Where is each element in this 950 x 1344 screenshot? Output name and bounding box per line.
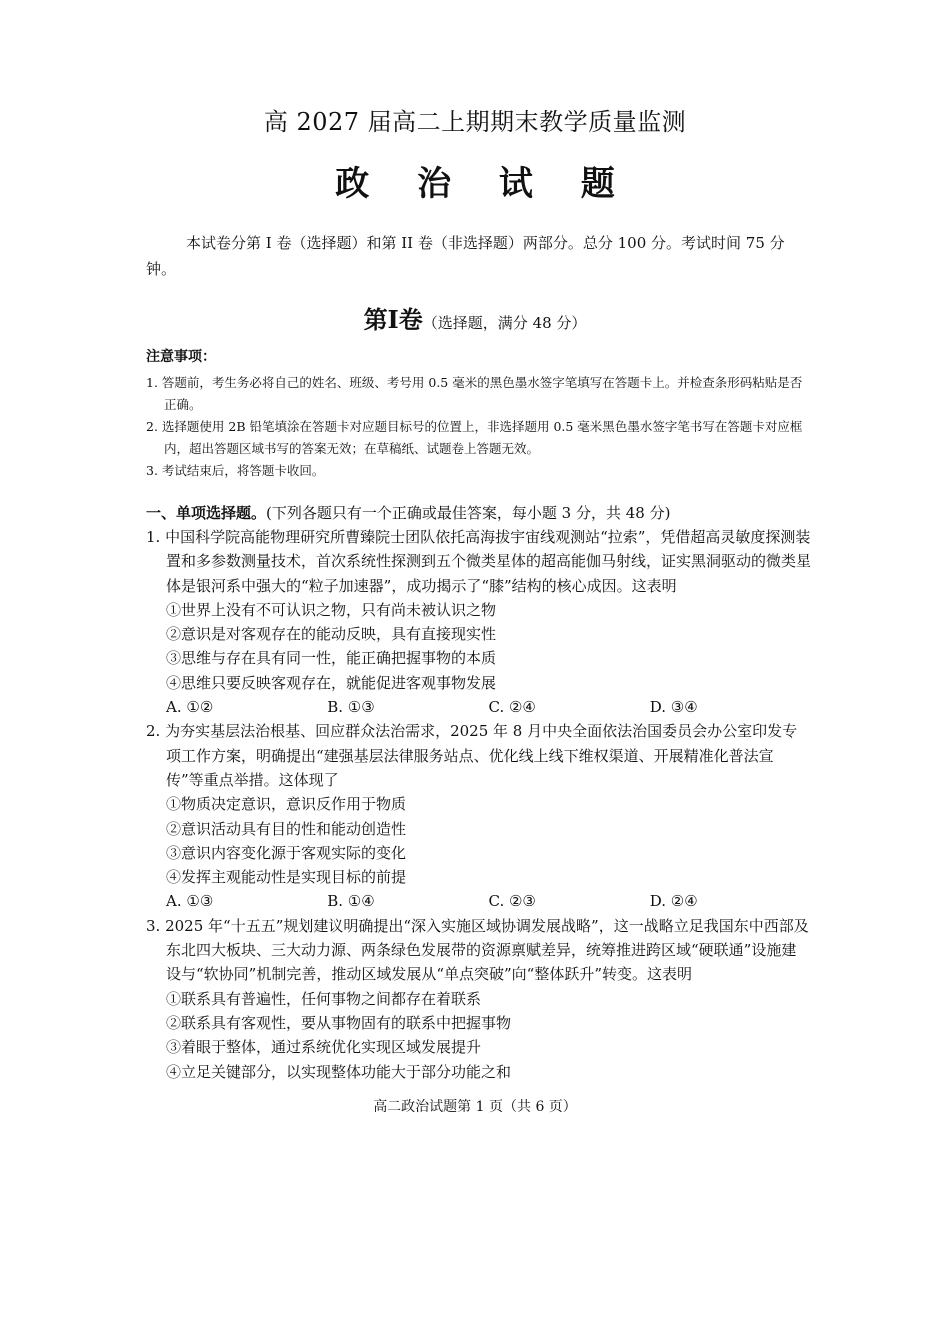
question-option: ①物质决定意识，意识反作用于物质: [166, 795, 407, 814]
question-option: ②意识是对客观存在的能动反映，具有直接现实性: [166, 625, 497, 644]
answer-choices: [146, 695, 811, 719]
section-title: 第Ⅰ卷: [363, 305, 423, 334]
choice-b: B. ①④: [327, 892, 375, 911]
part-heading-title: 一、单项选择题。: [146, 504, 267, 522]
question-3: [146, 914, 811, 1084]
question-option: ③意识内容变化源于客观实际的变化: [166, 843, 407, 862]
subject-title: 政 治 试 题: [335, 164, 633, 204]
question-stem: 2. 为夯实基层法治根基、回应群众法治需求，2025 年 8 月中央全面依法治国委员会办公室印发专项工作方案，明确提出“建强基层法律服务站点、优化线上线下维权渠道、开展精准化普法宣传”等重点举措。这体现了: [146, 722, 798, 789]
notice-heading: 注意事项：: [146, 349, 216, 365]
choice-b: B. ①③: [327, 698, 375, 717]
question-option: ①联系具有普遍性，任何事物之间都存在着联系: [166, 989, 482, 1008]
notice-item: 1. 答题前，考生务必将自己的姓名、班级、考号用 0.5 毫米的黑色墨水签字笔填写在答题卡上。并检查条形码粘贴是否正确。: [146, 375, 803, 412]
choice-d: D. ③④: [649, 698, 698, 717]
question-option: ③着眼于整体，通过系统优化实现区域发展提升: [166, 1038, 482, 1057]
exam-title: 高 2027 届高二上期期末教学质量监测: [263, 108, 687, 136]
notice-list: [146, 372, 806, 482]
question-list: [146, 525, 811, 1084]
question-option: ②联系具有客观性，要从事物固有的联系中把握事物: [166, 1013, 512, 1032]
choice-c: C. ②③: [488, 892, 536, 911]
notice-item: 2. 选择题使用 2B 铅笔填涂在答题卡对应题目标号的位置上，非选择题用 0.5 毫米黑色墨水签字笔书写在答题卡对应框内，超出答题区域书写的答案无效；在草稿纸、试题卷上答题无效。: [146, 419, 803, 456]
question-option: ④立足关键部分，以实现整体功能大于部分功能之和: [166, 1062, 512, 1081]
section-subtitle: （选择题，满分 48 分）: [422, 314, 587, 332]
question-option: ②意识活动具有目的性和能动创造性: [166, 819, 407, 838]
part-heading: [146, 502, 846, 523]
section-heading: [0, 300, 950, 335]
question-option: ③思维与存在具有同一性，能正确把握事物的本质: [166, 649, 497, 668]
choice-d: D. ②④: [649, 892, 698, 911]
choice-c: C. ②④: [488, 698, 536, 717]
intro-paragraph: 本试卷分第 I 卷（选择题）和第 II 卷（非选择题）两部分。总分 100 分。考试时间 75 分钟。: [146, 234, 785, 278]
question-1: [146, 525, 811, 719]
question-option: ①世界上没有不可认识之物，只有尚未被认识之物: [166, 600, 497, 619]
answer-choices: [146, 889, 811, 913]
page-footer: 高二政治试题第 1 页（共 6 页）: [373, 1099, 577, 1115]
choice-a: A. ①②: [166, 698, 214, 717]
question-stem: 3. 2025 年“十五五”规划建议明确提出“深入实施区域协调发展战略”，这一战略立足我国东中西部及东北四大板块、三大动力源、两条绿色发展带的资源禀赋差异，统筹推进跨区域“硬联通”设施建设与“软协同”机制完善，推动区域发展从“单点突破”向“整体跃升”转变。这表明: [146, 916, 809, 984]
part-heading-note: (下列各题只有一个正确或最佳答案，每小题 3 分，共 48 分): [266, 504, 671, 522]
question-option: ④发挥主观能动性是实现目标的前提: [166, 868, 407, 887]
question-stem: 1. 中国科学院高能物理研究所曹臻院士团队依托高海拔宇宙线观测站“拉索”，凭借超高灵敏度探测装置和多参数测量技术，首次系统性探测到五个微类星体的超高能伽马射线，证实黑洞驱动的微类星体是银河系中强大的“粒子加速器”，成功揭示了“膝”结构的核心成因。这表明: [146, 528, 812, 595]
question-option: ④思维只要反映客观存在，就能促进客观事物发展: [166, 673, 497, 692]
choice-a: A. ①③: [166, 892, 214, 911]
question-2: [146, 719, 811, 913]
notice-item: 3. 考试结束后，将答题卡收回。: [146, 463, 325, 478]
